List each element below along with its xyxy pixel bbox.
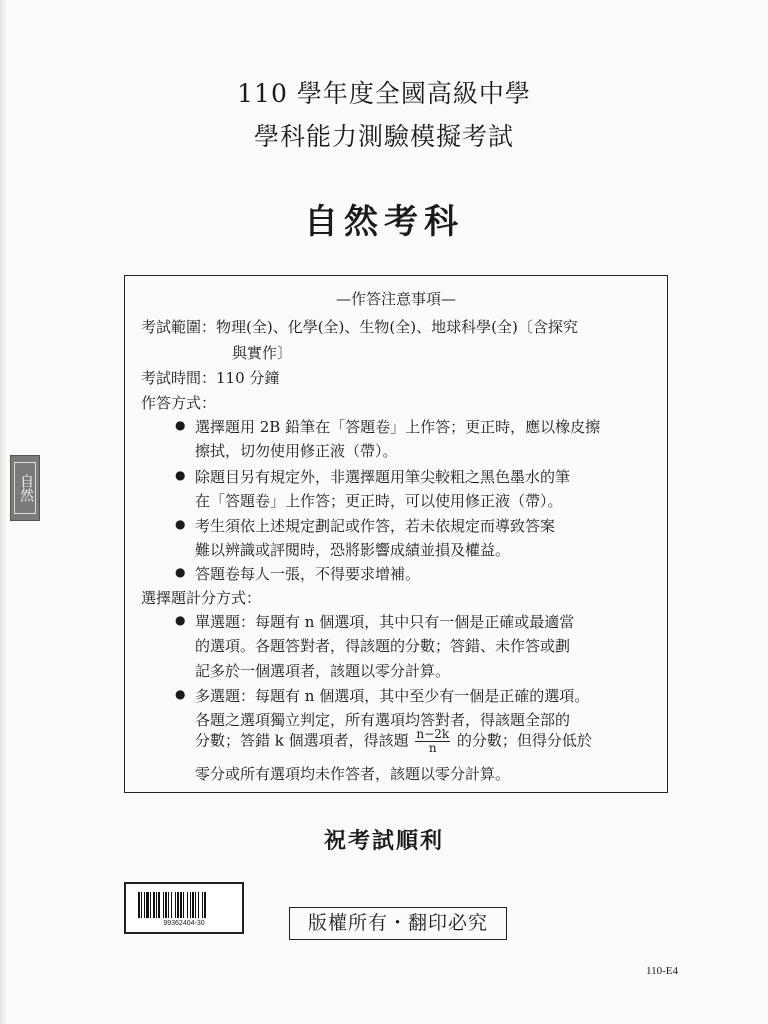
- instruction-text: 分數；答錯 k 個選項者，得該題: [195, 731, 409, 750]
- side-tab-label: 自然: [14, 462, 36, 514]
- instruction-line: 選擇題用 2B 鉛筆在「答題卷」上作答；更正時，應以橡皮擦: [195, 418, 601, 436]
- instruction-line: 單選題：每題有 n 個選項，其中只有一個是正確或最適當: [195, 613, 575, 631]
- page-edge-shadow: [0, 0, 8, 1024]
- instruction-line: 各題之選項獨立判定，所有選項均答對者，得該題全部的: [195, 711, 571, 729]
- instruction-line: 選擇題計分方式：: [141, 589, 262, 607]
- instruction-line: 作答方式：: [141, 394, 217, 412]
- barcode-label: [124, 882, 244, 934]
- instruction-line: 答題卷每人一張，不得要求增補。: [195, 565, 421, 583]
- subject-side-tab: [10, 455, 40, 521]
- instruction-line: 擦拭，切勿使用修正液（帶）。: [195, 442, 398, 460]
- bullet-icon: ●: [175, 517, 186, 531]
- bullet-icon: ●: [175, 613, 186, 627]
- bullet-icon: ●: [175, 565, 186, 579]
- instruction-line: 考生須依上述規定劃記或作答，若未依規定而導致答案: [195, 517, 556, 535]
- instruction-line: 零分或所有選項均未作答者，該題以零分計算。: [195, 765, 511, 783]
- instruction-text: 的分數；但得分低於: [456, 731, 592, 750]
- instructions-box: [124, 275, 668, 793]
- exam-title-line2: 學科能力測驗模擬考試: [253, 122, 514, 151]
- copyright-notice: 版權所有・翻印必究: [289, 907, 507, 940]
- bullet-icon: ●: [175, 418, 186, 432]
- barcode-number: 99362404-30: [163, 920, 205, 927]
- barcode-icon: [138, 892, 230, 918]
- page-code: 110-E4: [646, 965, 678, 977]
- instruction-line: 多選題：每題有 n 個選項，其中至少有一個是正確的選項。: [195, 687, 590, 705]
- instruction-line: 除題目另有規定外，非選擇題用筆尖較粗之黑色墨水的筆: [195, 468, 571, 486]
- instruction-line: 難以辨識或評閱時，恐將影響成績並損及權益。: [195, 541, 511, 559]
- instructions-header: —作答注意事項—: [335, 290, 456, 308]
- instruction-line: 的選項。各題答對者，得該題的分數；答錯、未作答或劃: [195, 637, 571, 655]
- instruction-line-with-fraction: [195, 728, 592, 755]
- fraction-denominator: n: [428, 741, 437, 755]
- exam-title-line1: 110 學年度全國高級中學: [237, 79, 531, 108]
- bullet-icon: ●: [175, 468, 186, 482]
- instruction-line: 記多於一個選項者，該題以零分計算。: [195, 662, 451, 680]
- instruction-line: 在「答題卷」上作答；更正時，可以使用修正液（帶）。: [195, 492, 563, 510]
- subject-title: 自然考科: [304, 202, 464, 242]
- bullet-icon: ●: [175, 687, 186, 701]
- score-fraction: [415, 728, 450, 755]
- instruction-line: 考試範圍：物理(全)、化學(全)、生物(全)、地球科學(全)〔含探究: [141, 318, 578, 336]
- instruction-line: 與實作〕: [232, 344, 293, 362]
- good-luck-message: 祝考試順利: [323, 828, 444, 854]
- fraction-numerator: n−2k: [416, 727, 450, 741]
- instruction-line: 考試時間：110 分鐘: [141, 369, 280, 387]
